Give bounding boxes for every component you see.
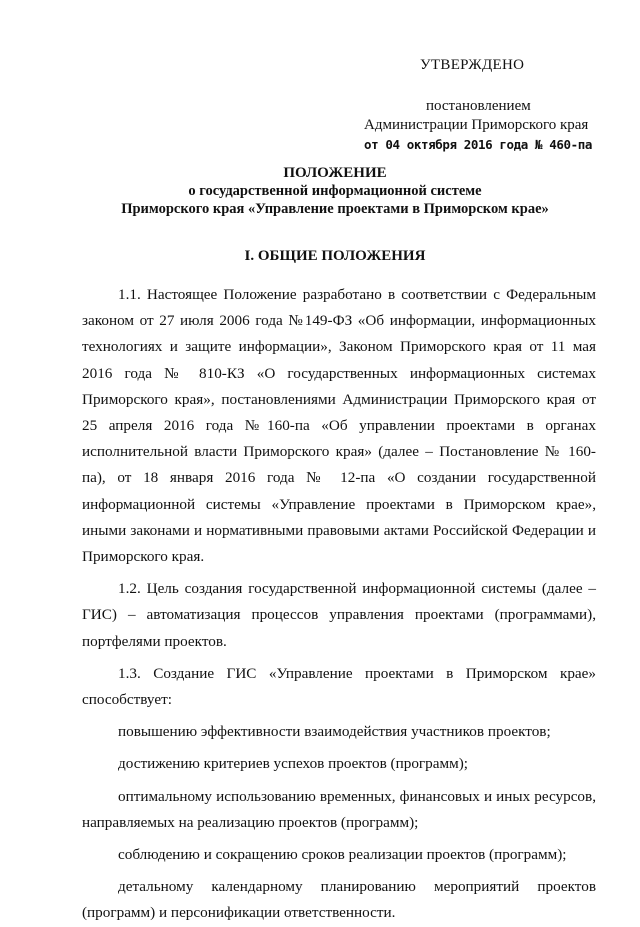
document-title-main: ПОЛОЖЕНИЕ: [283, 165, 387, 181]
approval-word: УТВЕРЖДЕНО: [420, 57, 525, 73]
approval-stamp: [364, 56, 614, 154]
document-title-system-name: Приморского края «Управление проектами в Приморском крае»: [121, 201, 549, 217]
document-title-subject: о государственной информационной системе: [188, 183, 482, 199]
list-item: повышению эффективности взаимодействия участников проектов;: [118, 723, 551, 741]
paragraph-1-2: 1.2. Цель создания государственной информационной системы (далее – ГИС) – автоматизация процессов управления проектами (программами), портфелями проектов.: [82, 580, 596, 650]
list-item: соблюдению и сокращению сроков реализации проектов (программ);: [118, 846, 567, 864]
document-body: [82, 282, 596, 927]
document-title: [80, 164, 590, 218]
section-heading: I. ОБЩИЕ ПОЛОЖЕНИЯ: [244, 248, 426, 264]
paragraph-1-3: 1.3. Создание ГИС «Управление проектами в Приморском крае» способствует:: [82, 664, 596, 709]
approval-line-administration: Администрации Приморского края: [364, 117, 589, 133]
approval-line-resolution: постановлением: [426, 98, 531, 114]
paragraph-1-1: 1.1. Настоящее Положение разработано в соответствии с Федеральным законом от 27 июля 2006 года №149-ФЗ «Об информации, информационных технологиях и защите информации», Законом Приморского края от 11 мая 2016 года № 810-КЗ «О государственных информационных системах Приморского края», постановлениями Администрации Приморского края от 25 апреля 2016 года №160-па «Об управлении проектами в органах исполнительной власти Приморского края» (далее – Постановление № 160-па), от 18 января 2016 года № 12-па «О создании государственной информационной системы «Управление проектами в Приморском крае», иными законами и нормативными правовыми актами Российской Федерации и Приморского края.: [82, 286, 596, 566]
list-item: оптимальному использованию временных, финансовых и иных ресурсов, направляемых на реализацию проектов (программ);: [82, 787, 596, 831]
approval-line-date-number: от 04 октября 2016 года № 460-па: [364, 137, 593, 152]
list-item: детальному календарному планированию мероприятий проектов (программ) и персонификации ответственности.: [82, 878, 596, 922]
list-item: достижению критериев успехов проектов (программ);: [118, 755, 468, 773]
